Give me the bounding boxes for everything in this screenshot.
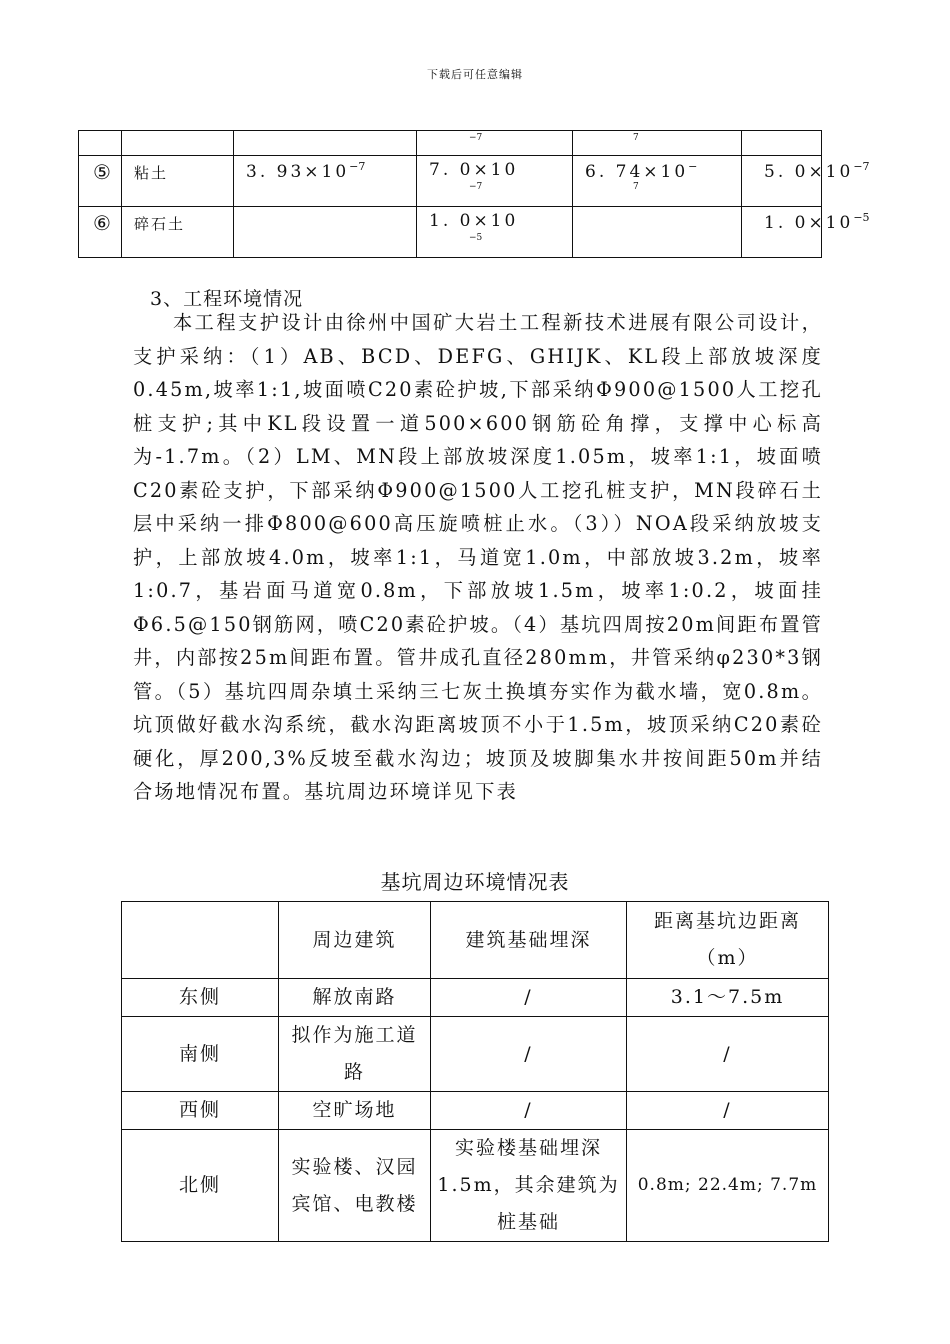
exponent-text: 7	[633, 133, 639, 143]
table-cell: 3.1～7.5m	[627, 979, 829, 1017]
environment-table	[121, 901, 829, 1242]
exponent-text: −7	[469, 182, 483, 192]
coefficient-value: 1. $0\times 10^{-5}$	[764, 211, 870, 233]
layer-number: ⑤	[93, 160, 111, 184]
coefficient-value: 5. $0\times 10^{-7}$	[764, 160, 870, 182]
table-cell: 东侧	[122, 979, 279, 1017]
layer-number: ⑥	[93, 211, 111, 235]
header-cell	[122, 902, 279, 979]
table-row	[122, 1130, 829, 1242]
table-cell: 南侧	[122, 1017, 279, 1092]
table-cell	[742, 156, 870, 207]
table-cell	[742, 207, 870, 258]
table-cell	[573, 156, 742, 207]
table-cell: 解放南路	[279, 979, 431, 1017]
table-cell: 西侧	[122, 1092, 279, 1130]
table-cell	[742, 131, 822, 156]
exponent-text: −7	[469, 133, 483, 143]
table-cell: /	[431, 1017, 627, 1092]
table-cell	[417, 131, 573, 156]
table-cell: 北侧	[122, 1130, 279, 1242]
page-header: 下载后可任意编辑	[427, 68, 523, 81]
table-cell	[234, 207, 417, 258]
soil-type: 碎石土	[134, 215, 186, 233]
exponent-text: 7	[633, 182, 639, 192]
coefficient-value: 6. 74×10−	[585, 160, 698, 182]
coefficient-value: 3. $93\times 10^{-7}$	[246, 160, 366, 182]
table-cell: /	[431, 1092, 627, 1130]
exponent-text: −5	[469, 233, 483, 243]
table-row	[79, 156, 822, 207]
header-cell: 周边建筑	[279, 902, 431, 979]
table-row	[122, 979, 829, 1017]
header-cell: 建筑基础埋深	[431, 902, 627, 979]
table-cell	[122, 131, 234, 156]
permeability-table	[78, 130, 870, 258]
table-row	[79, 207, 822, 258]
table-cell: 空旷场地	[279, 1092, 431, 1130]
table-cell: 0.8m; 22.4m; 7.7m	[627, 1130, 829, 1242]
table-caption: 基坑周边环境情况表	[380, 870, 570, 894]
table-cell	[79, 156, 122, 207]
table-row	[122, 1017, 829, 1092]
table-row	[122, 1092, 829, 1130]
table-cell	[234, 131, 417, 156]
table-cell: 实验楼、汉园宾馆、电教楼	[279, 1130, 431, 1242]
table-cell: 实验楼基础埋深1.5m，其余建筑为桩基础	[431, 1130, 627, 1242]
table-header-row	[122, 902, 829, 979]
coefficient-value: 1. 0×10	[429, 211, 519, 231]
coefficient-value: 7. 0×10	[429, 160, 519, 180]
table-cell	[79, 207, 122, 258]
table-cell: /	[627, 1092, 829, 1130]
table-cell	[573, 207, 742, 258]
table-cell	[417, 207, 573, 258]
table-row	[79, 131, 822, 156]
table-cell: /	[431, 979, 627, 1017]
table-cell	[122, 156, 234, 207]
body-paragraph: 本工程支护设计由徐州中国矿大岩土工程新技术进展有限公司设计，支护采纳：（1）AB、BCD、DEFG、GHIJK、KL段上部放坡深度0.45m,坡率1:1,坡面喷C20素砼护坡,下部采纳Φ900@1500人工挖孔桩支护;其中KL段设置一道500×600钢筋砼角撑，支撑中心标高为-1.7m。（2）LM、MN段上部放坡深度1.05m，坡率1:1，坡面喷C20素砼支护，下部采纳Φ900@1500人工挖孔桩支护，MN段碎石土层中采纳一排Φ800@600高压旋喷桩止水。（3））NOA段采纳放坡支护，上部放坡4.0m，坡率1:1，马道宽1.0m，中部放坡3.2m，坡率1:0.7，基岩面马道宽0.8m，下部放坡1.5m，坡率1:0.2，坡面挂Φ6.5@150钢筋网，喷C20素砼护坡。（4）基坑四周按20m间距布置管井，内部按25m间距布置。管井成孔直径280mm，井管采纳φ230*3钢管。（5）基坑四周杂填土采纳三七灰土换填夯实作为截水墙，宽0.8m。坑顶做好截水沟系统，截水沟距离坡顶不小于1.5m，坡顶采纳C20素砼硬化，厚200,3%反坡至截水沟边；坡顶及坡脚集水井按间距50m并结合场地情况布置。基坑周边环境详见下表	[133, 311, 823, 803]
soil-type: 粘土	[134, 164, 169, 182]
header-cell: 距离基坑边距离（m）	[627, 902, 829, 979]
table-cell	[573, 131, 742, 156]
table-cell: /	[627, 1017, 829, 1092]
table-cell	[417, 156, 573, 207]
table-cell: 拟作为施工道路	[279, 1017, 431, 1092]
table-cell	[79, 131, 122, 156]
section-title: 3、工程环境情况	[150, 288, 304, 310]
table-cell	[122, 207, 234, 258]
table-cell	[234, 156, 417, 207]
